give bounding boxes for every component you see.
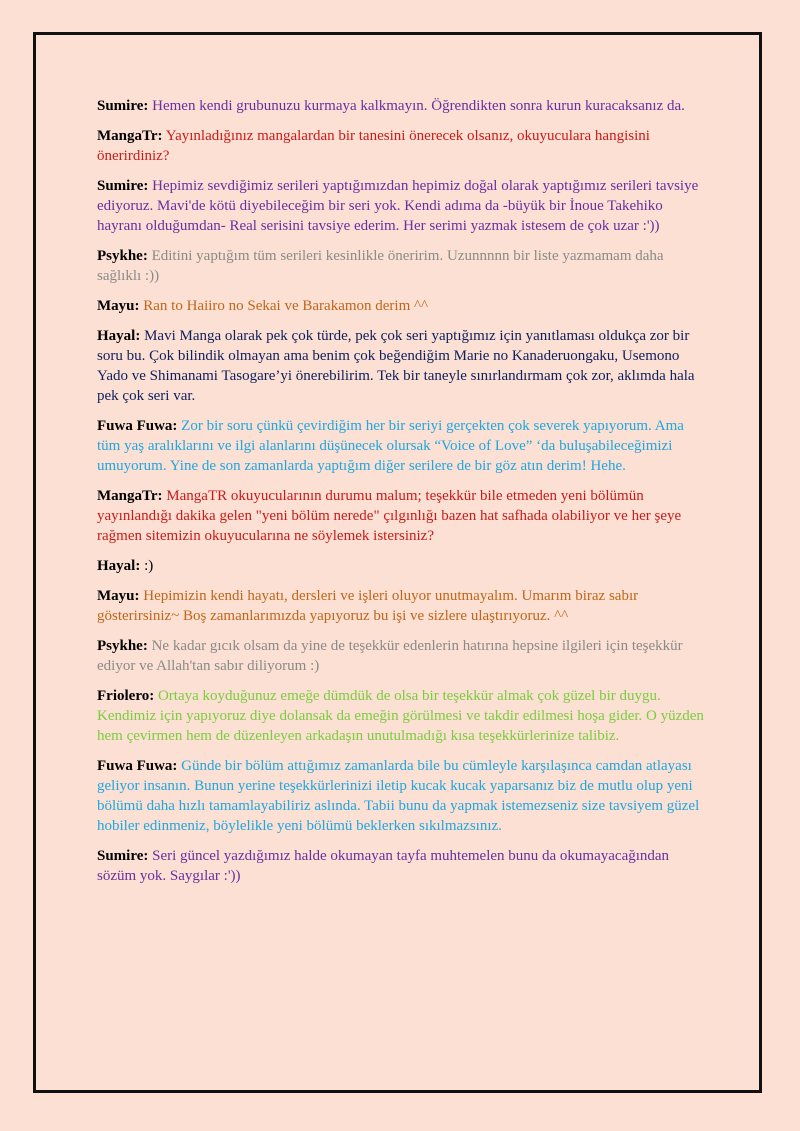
speaker-name: Psykhe: — [97, 248, 148, 264]
speaker-name: Fuwa Fuwa: — [97, 418, 178, 434]
interview-entry — [97, 126, 709, 166]
speaker-name: Fuwa Fuwa: — [97, 758, 178, 774]
entry-text: Ortaya koyduğunuz emeğe dümdük de olsa bir teşekkür almak çok güzel bir duygu. Kendimiz için yapıyoruz diye dolansak da emeğin görülmesi ve takdir edilmesi hoşa gider. O yüzden hem çevirmen hem de düzenleyen arkadaşın unutulmadığı kısa teşekkürlerinize talibiz. — [97, 688, 704, 744]
entry-text: Ran to Haiiro no Sekai ve Barakamon derim ^^ — [143, 298, 429, 314]
speaker-name: Hayal: — [97, 558, 141, 574]
entry-text: Hepimiz sevdiğimiz serileri yaptığımızdan hepimiz doğal olarak yaptığımız serileri tavsiye ediyoruz. Mavi'de kötü diyebileceğim bir seri yok. Kendi adıma da -büyük bir İnoue Takehiko hayranı olduğumdan- Real serisini tavsiye ederim. Her serimi yazmak istesem de çok uzar :')) — [97, 178, 699, 234]
interview-entry — [97, 846, 709, 886]
speaker-name: MangaTr: — [97, 128, 163, 144]
speaker-name: MangaTr: — [97, 488, 163, 504]
speaker-name: Sumire: — [97, 178, 149, 194]
speaker-name: Sumire: — [97, 848, 149, 864]
entry-text: :) — [144, 558, 154, 574]
entry-text: Seri güncel yazdığımız halde okumayan tayfa muhtemelen bunu da okumayacağından sözüm yok. Saygılar :')) — [97, 848, 670, 884]
speaker-name: Friolero: — [97, 688, 155, 704]
speaker-name: Mayu: — [97, 298, 140, 314]
interview-entry — [97, 556, 709, 576]
entry-text: Zor bir soru çünkü çevirdiğim her bir seriyi gerçekten çok severek yapıyorum. Ama tüm yaş aralıklarını ve ilgi alanlarını düşünecek olursak “Voice of Love” ‘da buluşabileceğimizi umuyorum. Yine de son zamanlarda yaptığım diğer serilere de bir göz atın derim! Hehe. — [97, 418, 684, 474]
interview-entry — [97, 416, 709, 476]
interview-entry — [97, 486, 709, 546]
interview-entry — [97, 246, 709, 286]
speaker-name: Mayu: — [97, 588, 140, 604]
speaker-name: Psykhe: — [97, 638, 148, 654]
entry-text: Hepimizin kendi hayatı, dersleri ve işleri oluyor unutmayalım. Umarım biraz sabır gösterirsiniz~ Boş zamanlarımızda yapıyoruz bu işi ve sizlere ulaştırıyoruz. ^^ — [97, 588, 639, 624]
entry-text: Editini yaptığım tüm serileri kesinlikle öneririm. Uzunnnnn bir liste yazmamam daha sağlıklı :)) — [97, 248, 664, 284]
interview-entry — [97, 326, 709, 406]
entry-text: Günde bir bölüm attığımız zamanlarda bile bu cümleyle karşılaşınca camdan atlayası geliyor insanın. Bunun yerine teşekkürlerinizi iletip kucak kucak yaparsanız biz de mutlu olup yeni bölümü daha hızlı tamamlayabiliriz aslında. Tabii bunu da yapmak istemezseniz size tavsiyem güzel hobiler edinmeniz, böylelikle yeni bölümü beklerken sıkılmazsınız. — [97, 758, 700, 834]
entry-text: Yayınladığınız mangalardan bir tanesini önerecek olsanız, okuyuculara hangisini önerirdiniz? — [97, 128, 650, 164]
interview-text — [97, 96, 709, 896]
entry-text: MangaTR okuyucularının durumu malum; teşekkür bile etmeden yeni bölümün yayınlandığı dakika gelen "yeni bölüm nerede" çılgınlığı bazen hat safhada olabiliyor ve her şeye rağmen sitemizin okuyucularına ne söylemek istersiniz? — [97, 488, 682, 544]
interview-entry — [97, 96, 709, 116]
interview-entry — [97, 756, 709, 836]
interview-entry — [97, 176, 709, 236]
interview-entry — [97, 586, 709, 626]
interview-entry — [97, 296, 709, 316]
entry-text: Ne kadar gıcık olsam da yine de teşekkür edenlerin hatırına hepsine ilgileri için teşekkür ediyor ve Allah'tan sabır diliyorum :) — [97, 638, 683, 674]
speaker-name: Sumire: — [97, 98, 149, 114]
speaker-name: Hayal: — [97, 328, 141, 344]
interview-entry — [97, 686, 709, 746]
entry-text: Hemen kendi grubunuzu kurmaya kalkmayın. Öğrendikten sonra kurun kuracaksanız da. — [152, 98, 685, 114]
entry-text: Mavi Manga olarak pek çok türde, pek çok seri yaptığımız için yanıtlaması oldukça zor bir soru bu. Çok bilindik olmayan ama benim çok beğendiğim Marie no Kanaderuongaku, Usemono Yado ve Shimanami Tasogare’yi önerebilirim. Tek bir taneyle sınırlandırmam çok zor, aklımda hala pek çok seri var. — [97, 328, 695, 404]
interview-entry — [97, 636, 709, 676]
